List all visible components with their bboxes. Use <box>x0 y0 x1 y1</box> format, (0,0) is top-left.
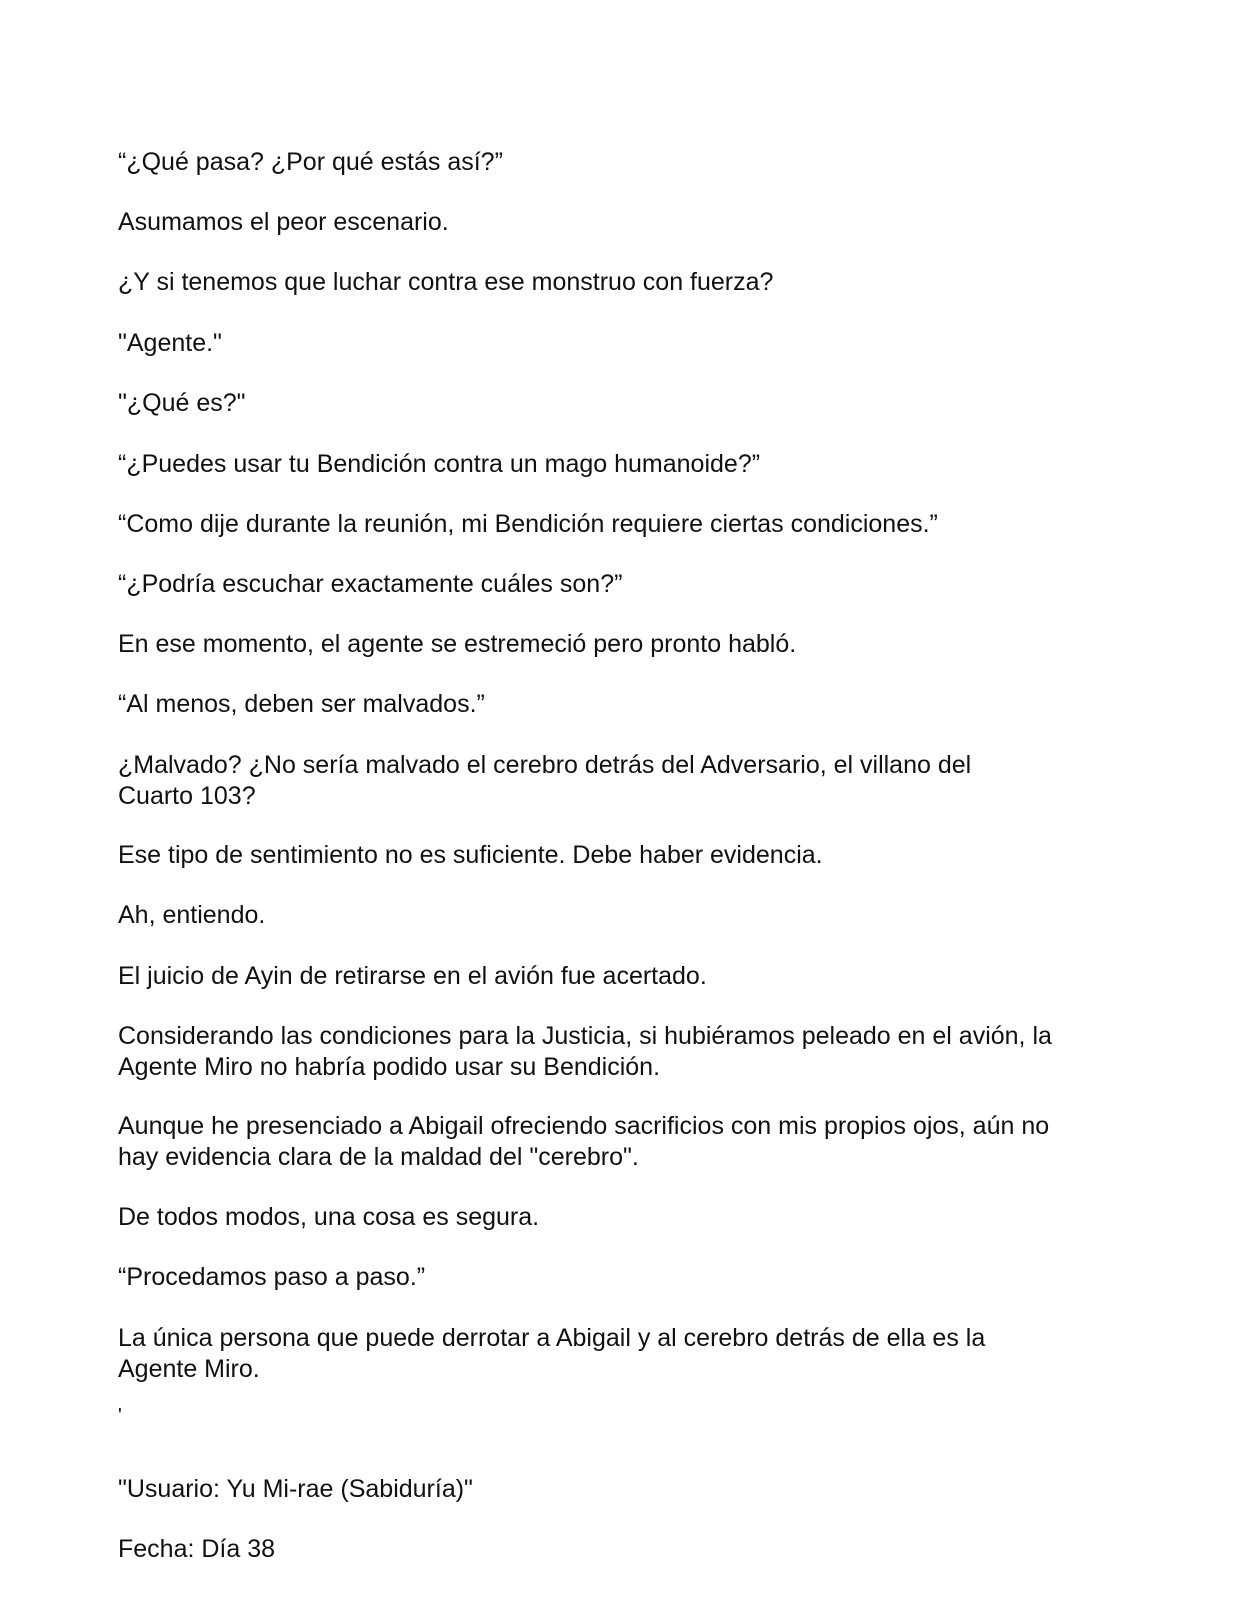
paragraph: "Usuario: Yu Mi-rae (Sabiduría)" <box>118 1475 473 1503</box>
paragraph: En ese momento, el agente se estremeció pero pronto habló. <box>118 630 797 658</box>
paragraph: “Procedamos paso a paso.” <box>118 1263 426 1291</box>
paragraph: ¿Malvado? ¿No sería malvado el cerebro detrás del Adversario, el villano del Cuarto 103? <box>118 751 972 810</box>
paragraph: “¿Podría escuchar exactamente cuáles son?” <box>118 570 623 598</box>
paragraph: "¿Qué es?" <box>118 389 246 417</box>
paragraph: Asumamos el peor escenario. <box>118 208 449 236</box>
paragraph: ¿Y si tenemos que luchar contra ese monstruo con fuerza? <box>118 268 774 296</box>
paragraph: El juicio de Ayin de retirarse en el avión fue acertado. <box>118 962 707 990</box>
paragraph: “¿Puedes usar tu Bendición contra un mago humanoide?” <box>118 450 761 478</box>
separator-mark: ' <box>118 1405 122 1427</box>
paragraph: Aunque he presenciado a Abigail ofreciendo sacrificios con mis propios ojos, aún no hay evidencia clara de la maldad del "cerebro". <box>118 1112 1050 1171</box>
paragraph: Considerando las condiciones para la Justicia, si hubiéramos peleado en el avión, la Agente Miro no habría podido usar su Bendición. <box>118 1022 1052 1081</box>
paragraph: “Al menos, deben ser malvados.” <box>118 690 485 718</box>
paragraph: Ah, entiendo. <box>118 901 266 929</box>
paragraph: Fecha: Día 38 <box>118 1535 276 1563</box>
paragraph: La única persona que puede derrotar a Abigail y al cerebro detrás de ella es la Agente Miro. <box>118 1324 986 1383</box>
paragraph: "Agente." <box>118 329 222 357</box>
paragraph: “Como dije durante la reunión, mi Bendición requiere ciertas condiciones.” <box>118 510 938 538</box>
paragraph: Ese tipo de sentimiento no es suficiente. Debe haber evidencia. <box>118 841 823 869</box>
paragraph: “¿Qué pasa? ¿Por qué estás así?” <box>118 148 503 176</box>
paragraph: De todos modos, una cosa es segura. <box>118 1203 540 1231</box>
